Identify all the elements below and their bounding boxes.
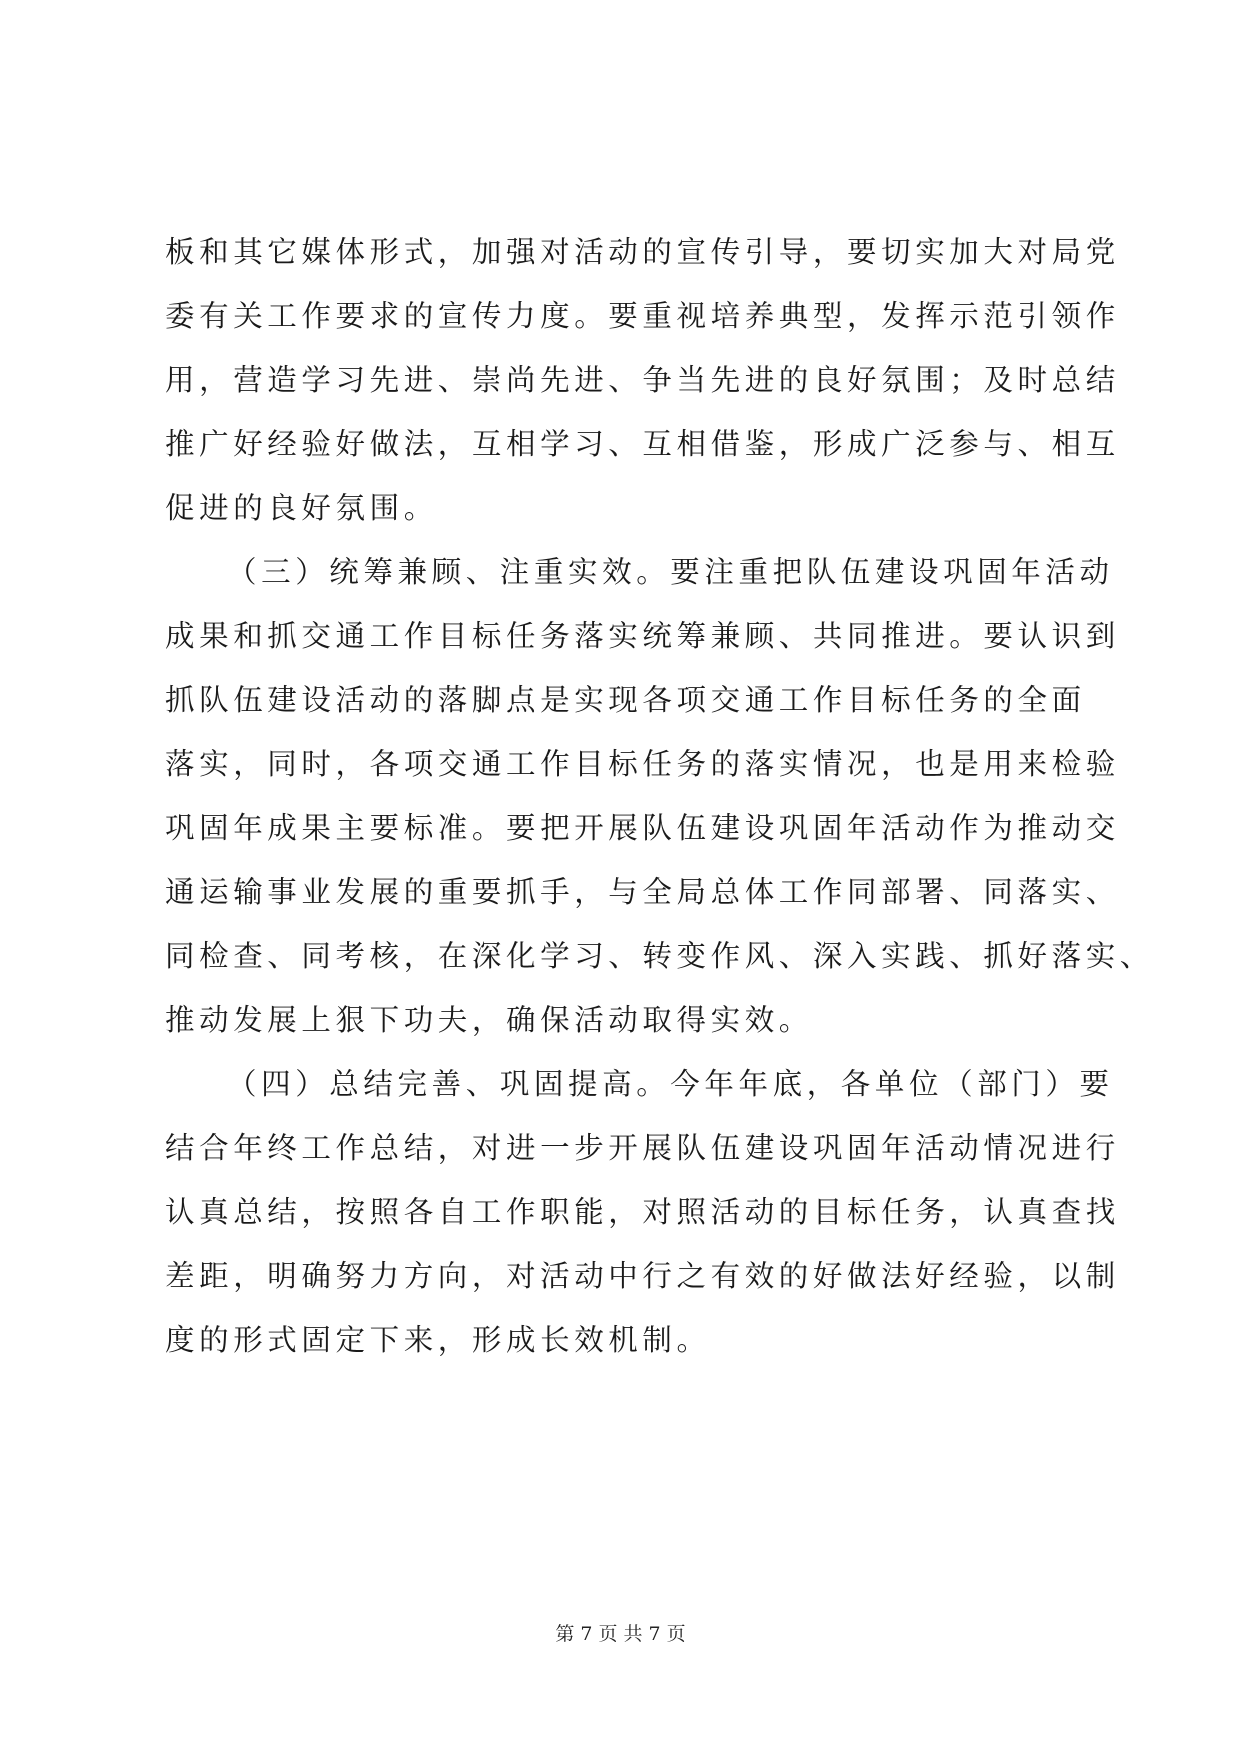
text-line: 度的形式固定下来，形成长效机制。: [165, 1323, 711, 1357]
text-line: 差距，明确努力方向，对活动中行之有效的好做法好经验，以制: [165, 1259, 1120, 1293]
text-line: 结合年终工作总结，对进一步开展队伍建设巩固年活动情况进行: [165, 1131, 1120, 1165]
text-line: 巩固年成果主要标准。要把开展队伍建设巩固年活动作为推动交: [165, 811, 1120, 845]
paragraph-start-line: （四）总结完善、巩固提高。今年年底，各单位（部门）要: [227, 1067, 1114, 1101]
text-line: 通运输事业发展的重要抓手，与全局总体工作同部署、同落实、: [165, 875, 1120, 909]
text-line: 同检查、同考核，在深化学习、转变作风、深入实践、抓好落实、: [165, 939, 1154, 973]
text-line: 落实，同时，各项交通工作目标任务的落实情况，也是用来检验: [165, 747, 1120, 781]
text-line: 抓队伍建设活动的落脚点是实现各项交通工作目标任务的全面: [165, 683, 1086, 717]
text-line: 委有关工作要求的宣传力度。要重视培养典型，发挥示范引领作: [165, 299, 1120, 333]
text-line: 认真总结，按照各自工作职能，对照活动的目标任务，认真查找: [165, 1195, 1120, 1229]
paragraph-start-line: （三）统筹兼顾、注重实效。要注重把队伍建设巩固年活动: [227, 555, 1114, 589]
page-number-label: 第 7 页 共 7 页: [555, 1623, 686, 1645]
text-line: 推动发展上狠下功夫，确保活动取得实效。: [165, 1003, 813, 1037]
text-line: 板和其它媒体形式，加强对活动的宣传引导，要切实加大对局党: [165, 235, 1120, 269]
page-footer: [0, 1622, 1241, 1646]
document-body: [165, 220, 1154, 1372]
text-line: 成果和抓交通工作目标任务落实统筹兼顾、共同推进。要认识到: [165, 619, 1120, 653]
text-line: 用，营造学习先进、崇尚先进、争当先进的良好氛围；及时总结: [165, 363, 1120, 397]
text-line: 促进的良好氛围。: [165, 491, 438, 525]
text-line: 推广好经验好做法，互相学习、互相借鉴，形成广泛参与、相互: [165, 427, 1120, 461]
